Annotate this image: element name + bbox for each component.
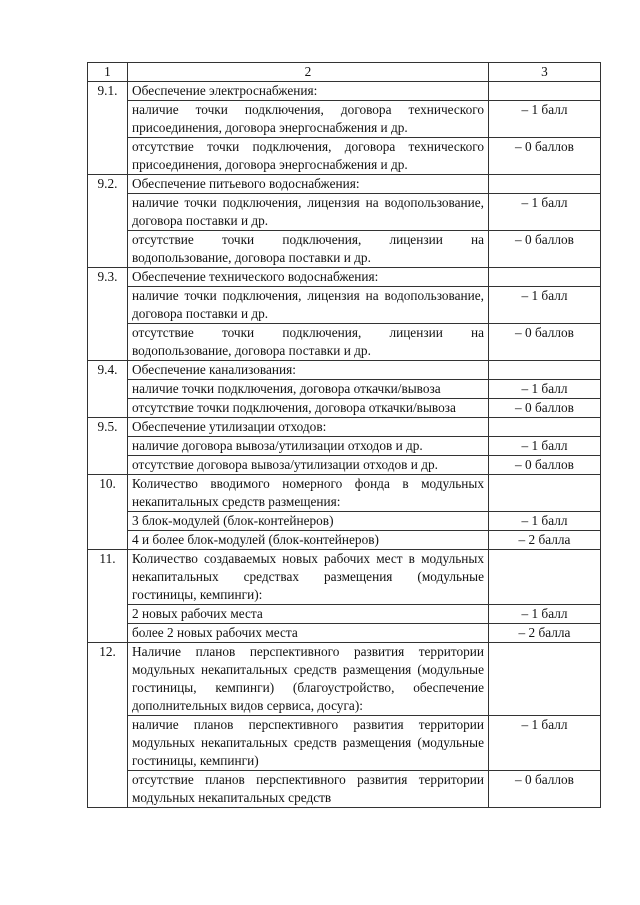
section-title-row [88, 550, 601, 605]
criterion-text: отсутствие точки подключения, лицензии на водопользование, договора поставки и др. [128, 324, 489, 361]
criterion-score: – 0 баллов [489, 399, 601, 418]
section-number: 9.5. [88, 418, 128, 475]
section-title-row [88, 475, 601, 512]
criterion-text: наличие договора вывоза/утилизации отходов и др. [128, 437, 489, 456]
criterion-score: – 0 баллов [489, 456, 601, 475]
section-number: 11. [88, 550, 128, 643]
header-col-1: 1 [88, 63, 128, 82]
table-row [88, 456, 601, 475]
criterion-text: 3 блок-модулей (блок-контейнеров) [128, 512, 489, 531]
table-row [88, 437, 601, 456]
criterion-text: 2 новых рабочих места [128, 605, 489, 624]
criterion-text: отсутствие планов перспективного развития территории модульных некапитальных средств [128, 771, 489, 808]
empty-score-cell [489, 643, 601, 716]
section-title: Обеспечение утилизации отходов: [128, 418, 489, 437]
table-row [88, 287, 601, 324]
section-number: 10. [88, 475, 128, 550]
criterion-score: – 1 балл [489, 605, 601, 624]
criterion-text: отсутствие точки подключения, договора откачки/вывоза [128, 399, 489, 418]
section-number: 12. [88, 643, 128, 808]
criterion-text: 4 и более блок-модулей (блок-контейнеров) [128, 531, 489, 550]
section-title: Количество создаваемых новых рабочих мест в модульных некапитальных средствах размещения (модульные гостиницы, кемпинги): [128, 550, 489, 605]
section-number: 9.2. [88, 175, 128, 268]
criterion-text: отсутствие точки подключения, лицензии на водопользование, договора поставки и др. [128, 231, 489, 268]
table-row [88, 101, 601, 138]
table-row [88, 138, 601, 175]
table-row [88, 231, 601, 268]
criterion-score: – 1 балл [489, 287, 601, 324]
section-number: 9.4. [88, 361, 128, 418]
criterion-text: более 2 новых рабочих места [128, 624, 489, 643]
section-number: 9.3. [88, 268, 128, 361]
empty-score-cell [489, 361, 601, 380]
criterion-score: – 1 балл [489, 716, 601, 771]
criterion-text: наличие точки подключения, лицензия на водопользование, договора поставки и др. [128, 194, 489, 231]
empty-score-cell [489, 82, 601, 101]
empty-score-cell [489, 418, 601, 437]
criterion-score: – 0 баллов [489, 771, 601, 808]
criterion-score: – 1 балл [489, 512, 601, 531]
section-title: Наличие планов перспективного развития территории модульных некапитальных средств размещения (модульные гостиницы, кемпинги) (благоустройство, обеспечение дополнительных видов сервиса, досуга): [128, 643, 489, 716]
criterion-text: отсутствие договора вывоза/утилизации отходов и др. [128, 456, 489, 475]
table-row [88, 380, 601, 399]
section-title-row [88, 361, 601, 380]
criterion-score: – 2 балла [489, 624, 601, 643]
section-title-row [88, 418, 601, 437]
table-row [88, 512, 601, 531]
criteria-table [87, 62, 601, 808]
criterion-score: – 1 балл [489, 437, 601, 456]
criterion-text: наличие планов перспективного развития территории модульных некапитальных средств размещения (модульные гостиницы, кемпинги) [128, 716, 489, 771]
table-row [88, 771, 601, 808]
section-title: Обеспечение питьевого водоснабжения: [128, 175, 489, 194]
section-title: Количество вводимого номерного фонда в модульных некапитальных средств размещения: [128, 475, 489, 512]
criterion-text: наличие точки подключения, лицензия на водопользование, договора поставки и др. [128, 287, 489, 324]
table-header-row [88, 63, 601, 82]
table-row [88, 531, 601, 550]
table-row [88, 399, 601, 418]
criterion-score: – 2 балла [489, 531, 601, 550]
empty-score-cell [489, 475, 601, 512]
criterion-score: – 0 баллов [489, 231, 601, 268]
section-title-row [88, 175, 601, 194]
criterion-text: наличие точки подключения, договора откачки/вывоза [128, 380, 489, 399]
section-number: 9.1. [88, 82, 128, 175]
section-title-row [88, 643, 601, 716]
section-title: Обеспечение электроснабжения: [128, 82, 489, 101]
header-col-3: 3 [489, 63, 601, 82]
criterion-score: – 1 балл [489, 194, 601, 231]
empty-score-cell [489, 550, 601, 605]
section-title-row [88, 268, 601, 287]
header-col-2: 2 [128, 63, 489, 82]
section-title-row [88, 82, 601, 101]
section-title: Обеспечение технического водоснабжения: [128, 268, 489, 287]
table-row [88, 605, 601, 624]
table-row [88, 624, 601, 643]
criterion-score: – 0 баллов [489, 138, 601, 175]
criterion-score: – 0 баллов [489, 324, 601, 361]
criterion-score: – 1 балл [489, 380, 601, 399]
empty-score-cell [489, 175, 601, 194]
empty-score-cell [489, 268, 601, 287]
table-row [88, 716, 601, 771]
criterion-text: отсутствие точки подключения, договора технического присоединения, договора энергоснабжения и др. [128, 138, 489, 175]
criterion-text: наличие точки подключения, договора технического присоединения, договора энергоснабжения и др. [128, 101, 489, 138]
table-row [88, 194, 601, 231]
criterion-score: – 1 балл [489, 101, 601, 138]
table-row [88, 324, 601, 361]
section-title: Обеспечение канализования: [128, 361, 489, 380]
